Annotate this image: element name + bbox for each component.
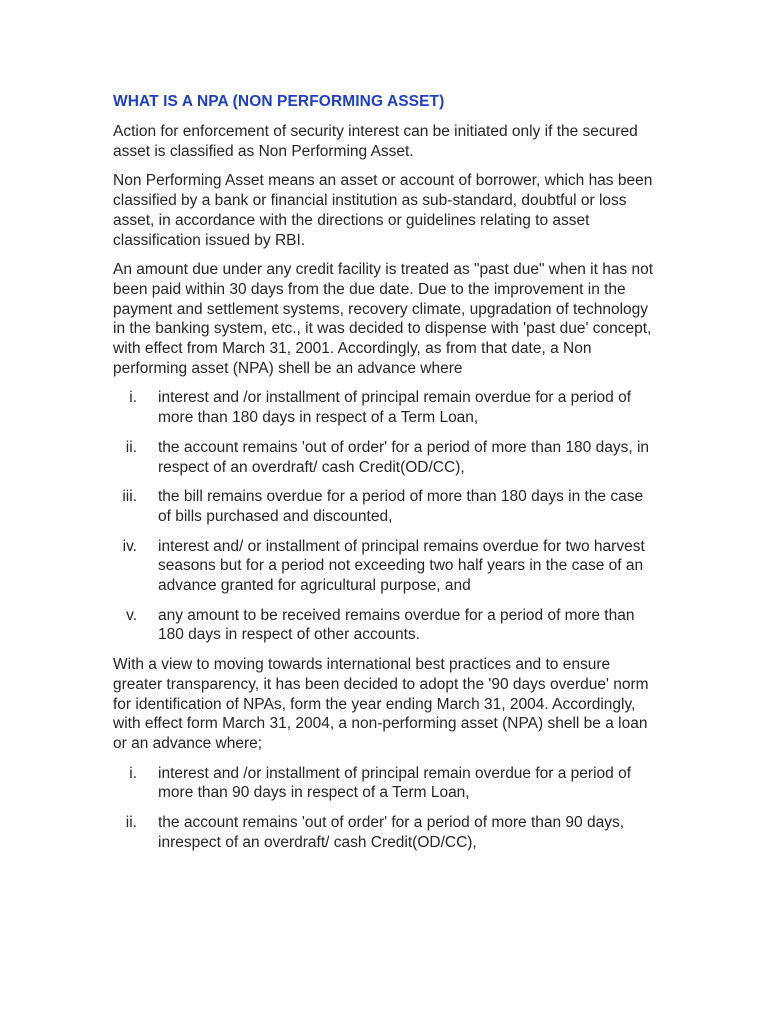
list-item [113,813,658,852]
list-marker: ii. [125,814,137,832]
list-marker: i. [129,389,137,407]
list-item [113,438,658,477]
list-item [113,764,658,803]
list-item-text: interest and /or installment of principal remain overdue for a period of more than 90 days in respect of a Term Loan, [158,764,631,802]
paragraph-1: Action for enforcement of security interest can be initiated only if the secured asset is classified as Non Performing Asset. [113,123,638,160]
list-marker: v. [126,606,137,624]
list-item-text: the account remains 'out of order' for a period of more than 90 days, inrespect of an overdraft/ cash Credit(OD/CC), [158,814,625,851]
list-marker: ii. [125,438,137,456]
list-item-text: interest and/ or installment of principal remains overdue for two harvest seasons but for a period not exceeding two half years in the case of an advance granted for agricultural purpose, and [158,537,645,595]
list-marker: iv. [122,537,137,555]
list-item [113,487,658,526]
list-item-text: any amount to be received remains overdue for a period of more than 180 days in respect of other accounts. [158,606,635,644]
list-item [113,606,658,645]
list-item [113,537,658,596]
npa-criteria-list-2004 [113,764,658,853]
list-marker: i. [129,764,137,782]
npa-criteria-list-2001 [113,388,658,645]
list-item-text: the account remains 'out of order' for a period of more than 180 days, in respect of an overdraft/ cash Credit(OD/CC), [158,438,650,476]
list-item-text: interest and /or installment of principal remain overdue for a period of more than 180 days in respect of a Term Loan, [158,389,631,427]
paragraph-2: Non Performing Asset means an asset or account of borrower, which has been classified by a bank or financial institution as sub-standard, doubtful or loss asset, in accordance with the directions or guidelines relating to asset classification issued by RBI. [113,172,653,249]
document-page [113,92,658,863]
paragraph-4: With a view to moving towards international best practices and to ensure greater transparency, it has been decided to adopt the '90 days overdue' norm for identification of NPAs, form the year ending March 31, 2004. Accordingly, with effect form March 31, 2004, a non-performing asset (NPA) shell be a loan or an advance where; [113,656,649,752]
list-marker: iii. [122,488,137,506]
document-heading: WHAT IS A NPA (NON PERFORMING ASSET) [113,93,445,110]
paragraph-3: An amount due under any credit facility is treated as "past due" when it has not been paid within 30 days from the due date. Due to the improvement in the payment and settlement systems, recovery climate, upgradation of technology in the banking system, etc., it was decided to dispense with 'past due' concept, with effect from March 31, 2001. Accordingly, as from that date, a Non performing asset (NPA) shell be an advance where [113,261,654,377]
list-item [113,388,658,427]
list-item-text: the bill remains overdue for a period of more than 180 days in the case of bills purchased and discounted, [158,488,644,525]
